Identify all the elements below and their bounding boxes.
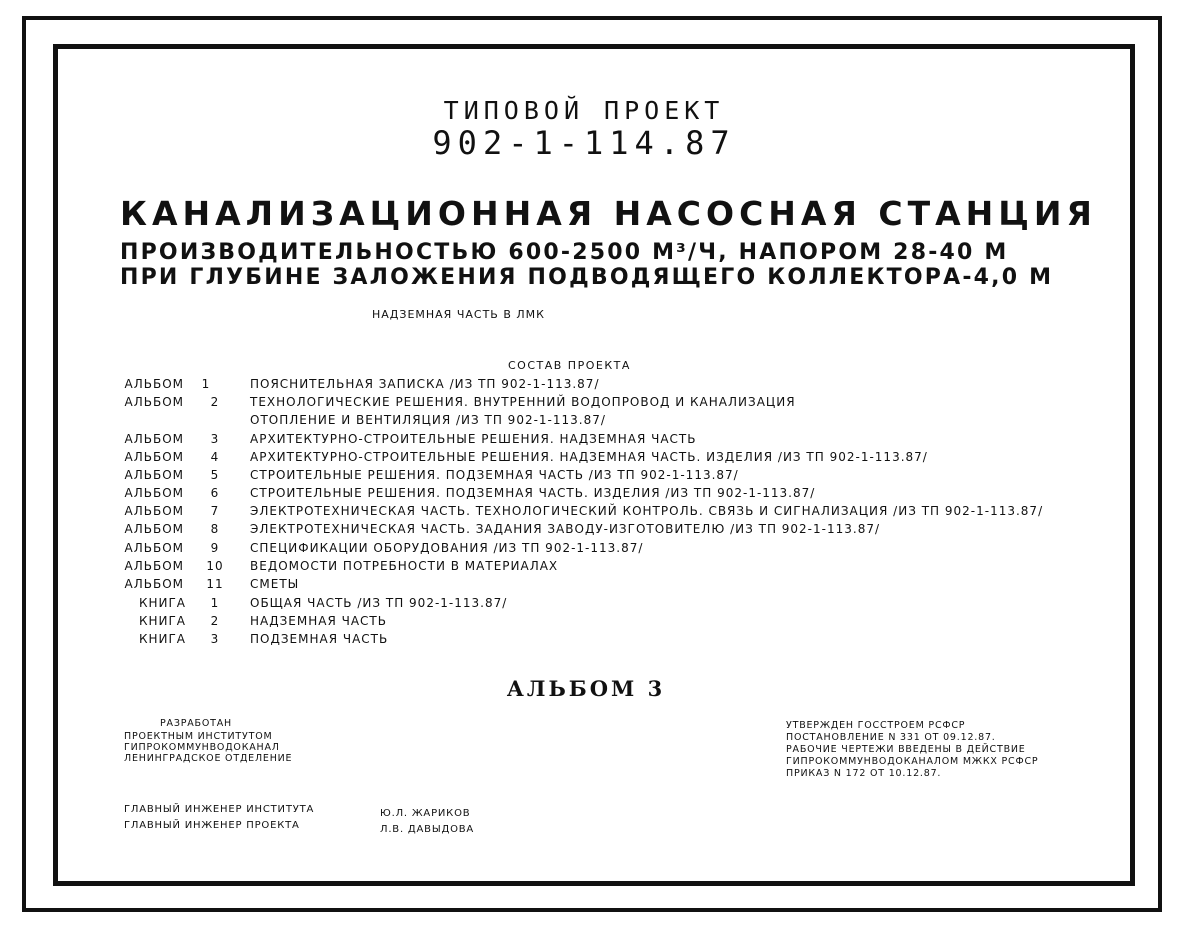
row-kind: АЛЬБОМ: [124, 522, 184, 536]
signature-names: [380, 806, 474, 838]
row-description: СМЕТЫ: [250, 577, 300, 591]
row-description: СТРОИТЕЛЬНЫЕ РЕШЕНИЯ. ПОДЗЕМНАЯ ЧАСТЬ /ИЗ ТП 902-1-113.87/: [250, 468, 739, 482]
row-kind: АЛЬБОМ: [124, 504, 184, 518]
row-description: ЭЛЕКТРОТЕХНИЧЕСКАЯ ЧАСТЬ. ТЕХНОЛОГИЧЕСКИЙ КОНТРОЛЬ. СВЯЗЬ И СИГНАЛИЗАЦИЯ /ИЗ ТП 902-1-113.87/: [250, 504, 1044, 518]
row-kind: АЛЬБОМ: [124, 395, 184, 409]
row-kind: АЛЬБОМ: [124, 541, 184, 555]
row-number: 2: [210, 395, 220, 409]
row-description: ВЕДОМОСТИ ПОТРЕБНОСТИ В МАТЕРИАЛАХ: [250, 559, 559, 573]
row-number: 10: [206, 559, 224, 573]
row-kind: АЛЬБОМ: [124, 468, 184, 482]
row-kind: АЛЬБОМ: [124, 432, 184, 446]
developed-line: ПРОЕКТНЫМ ИНСТИТУТОМ: [124, 731, 273, 742]
row-number: 7: [210, 504, 220, 518]
subtitle-depth: ПРИ ГЛУБИНЕ ЗАЛОЖЕНИЯ ПОДВОДЯЩЕГО КОЛЛЕКТОРА-4,0 М: [120, 265, 1054, 290]
row-number: 8: [210, 522, 220, 536]
developed-line: ЛЕНИНГРАДСКОЕ ОТДЕЛЕНИЕ: [124, 753, 293, 764]
row-number: 1: [210, 596, 220, 610]
row-kind: КНИГА: [138, 614, 186, 628]
row-description: ПОДЗЕМНАЯ ЧАСТЬ: [250, 632, 389, 646]
project-number: 902-1-114.87: [432, 124, 736, 162]
signature-role: ГЛАВНЫЙ ИНЖЕНЕР ИНСТИТУТА: [124, 804, 315, 815]
approval-line: ПРИКАЗ N 172 ОТ 10.12.87.: [786, 768, 942, 779]
approval-line: ГИПРОКОММУНВОДОКАНАЛОМ МЖКХ РСФСР: [786, 756, 1039, 767]
developed-by: [124, 731, 292, 764]
row-description: ЭЛЕКТРОТЕХНИЧЕСКАЯ ЧАСТЬ. ЗАДАНИЯ ЗАВОДУ-ИЗГОТОВИТЕЛЮ /ИЗ ТП 902-1-113.87/: [250, 522, 881, 536]
row-description: СПЕЦИФИКАЦИИ ОБОРУДОВАНИЯ /ИЗ ТП 902-1-113.87/: [250, 541, 644, 555]
row-number: 4: [210, 450, 220, 464]
signature-name: Ю.Л. ЖАРИКОВ: [380, 808, 471, 819]
row-number: 2: [210, 614, 220, 628]
row-kind: АЛЬБОМ: [124, 559, 184, 573]
row-description: ПОЯСНИТЕЛЬНАЯ ЗАПИСКА /ИЗ ТП 902-1-113.87/: [250, 377, 600, 391]
row-description: АРХИТЕКТУРНО-СТРОИТЕЛЬНЫЕ РЕШЕНИЯ. НАДЗЕМНАЯ ЧАСТЬ: [250, 432, 697, 446]
row-kind: КНИГА: [138, 596, 186, 610]
row-number: 11: [206, 577, 224, 591]
row-kind: АЛЬБОМ: [124, 486, 184, 500]
subtitle-capacity: ПРОИЗВОДИТЕЛЬНОСТЬЮ 600-2500 М³/Ч, НАПОРОМ 28-40 М: [120, 240, 1009, 265]
project-label: ТИПОВОЙ ПРОЕКТ: [443, 96, 725, 125]
signature-name: Л.В. ДАВЫДОВА: [380, 824, 475, 835]
row-description: ТЕХНОЛОГИЧЕСКИЕ РЕШЕНИЯ. ВНУТРЕННИЙ ВОДОПРОВОД И КАНАЛИЗАЦИЯ: [250, 395, 796, 409]
developed-heading: РАЗРАБОТАН: [160, 718, 232, 729]
row-number: 1: [201, 377, 211, 391]
composition-heading: СОСТАВ ПРОЕКТА: [508, 359, 631, 372]
row-kind: АЛЬБОМ: [124, 450, 184, 464]
developed-line: ГИПРОКОММУНВОДОКАНАЛ: [124, 742, 280, 753]
approval-line: ПОСТАНОВЛЕНИЕ N 331 ОТ 09.12.87.: [786, 732, 996, 743]
row-kind: АЛЬБОМ: [124, 577, 184, 591]
signature-roles: [124, 802, 314, 834]
row-number: 6: [210, 486, 220, 500]
row-kind: АЛЬБОМ: [124, 377, 184, 391]
main-title: КАНАЛИЗАЦИОННАЯ НАСОСНАЯ СТАНЦИЯ: [120, 194, 1097, 233]
row-number: 3: [210, 432, 220, 446]
signature-role: ГЛАВНЫЙ ИНЖЕНЕР ПРОЕКТА: [124, 820, 300, 831]
row-kind: КНИГА: [138, 632, 186, 646]
row-description: ОБЩАЯ ЧАСТЬ /ИЗ ТП 902-1-113.87/: [250, 596, 508, 610]
row-number: 5: [210, 468, 220, 482]
above-ground-note: НАДЗЕМНАЯ ЧАСТЬ В ЛМК: [372, 308, 545, 321]
approval-block: [786, 720, 1038, 780]
row-description: ОТОПЛЕНИЕ И ВЕНТИЛЯЦИЯ /ИЗ ТП 902-1-113.87/: [250, 413, 606, 427]
approval-line: РАБОЧИЕ ЧЕРТЕЖИ ВВЕДЕНЫ В ДЕЙСТВИЕ: [786, 744, 1026, 755]
approval-line: УТВЕРЖДЕН ГОССТРОЕМ РСФСР: [786, 720, 966, 731]
row-description: СТРОИТЕЛЬНЫЕ РЕШЕНИЯ. ПОДЗЕМНАЯ ЧАСТЬ. ИЗДЕЛИЯ /ИЗ ТП 902-1-113.87/: [250, 486, 816, 500]
row-description: АРХИТЕКТУРНО-СТРОИТЕЛЬНЫЕ РЕШЕНИЯ. НАДЗЕМНАЯ ЧАСТЬ. ИЗДЕЛИЯ /ИЗ ТП 902-1-113.87/: [250, 450, 928, 464]
row-description: НАДЗЕМНАЯ ЧАСТЬ: [250, 614, 387, 628]
row-number: 3: [210, 632, 220, 646]
row-number: 9: [210, 541, 220, 555]
album-number-label: АЛЬБОМ 3: [506, 676, 666, 701]
